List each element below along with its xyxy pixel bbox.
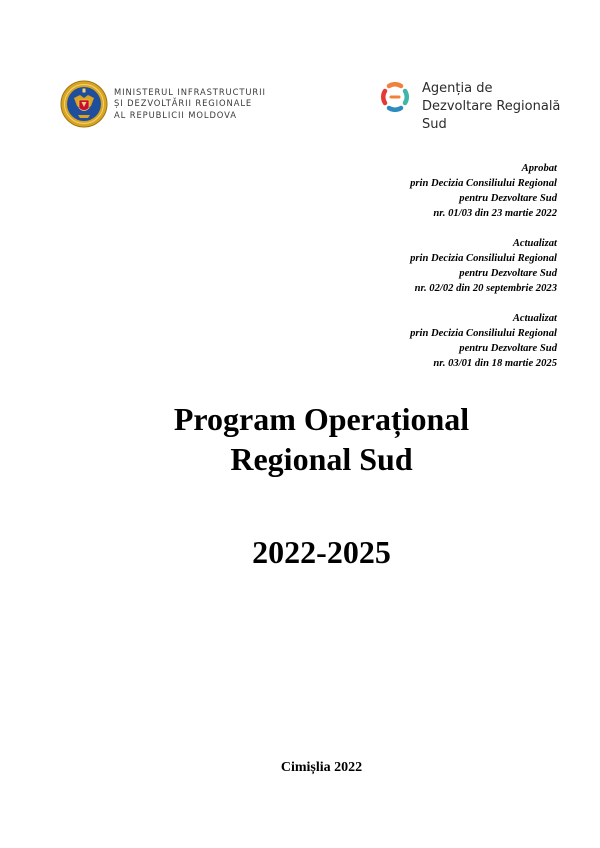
agency-header — [380, 80, 560, 134]
ministry-name-line-1: MINISTERUL INFRASTRUCTURII — [114, 86, 266, 97]
place-date: Cimișlia 2022 — [280, 760, 363, 775]
approval-block-3 — [257, 311, 557, 371]
approval-by: prin Decizia Consiliului Regional — [410, 328, 557, 339]
agency-name-line-3: Sud — [422, 117, 447, 132]
approval-by: prin Decizia Consiliului Regional — [410, 253, 557, 264]
program-period: 2022-2025 — [252, 534, 391, 570]
approval-ref: nr. 03/01 din 18 martie 2025 — [433, 358, 557, 369]
approval-council: pentru Dezvoltare Sud — [459, 343, 557, 354]
agency-name-line-1: Agenția de — [422, 81, 493, 96]
ministry-name-line-3: AL REPUBLICII MOLDOVA — [114, 109, 237, 120]
approval-ref: nr. 01/03 din 23 martie 2022 — [433, 208, 557, 219]
approval-council: pentru Dezvoltare Sud — [459, 268, 557, 279]
approval-ref: nr. 02/02 din 20 septembrie 2023 — [414, 283, 557, 294]
agency-logo-icon — [380, 82, 410, 112]
document-title-line-1: Program Operațional — [173, 401, 470, 437]
agency-name-line-2: Dezvoltare Regională — [422, 99, 561, 114]
approval-council: pentru Dezvoltare Sud — [459, 193, 557, 204]
document-title-line-2: Regional Sud — [230, 441, 413, 477]
agency-name — [422, 80, 560, 134]
approval-block-2 — [257, 236, 557, 296]
ministry-emblem-icon — [60, 78, 108, 130]
ministry-name-line-2: ȘI DEZVOLTĂRII REGIONALE — [114, 98, 253, 109]
ministry-header — [60, 78, 266, 130]
approval-by: prin Decizia Consiliului Regional — [410, 178, 557, 189]
document-title — [0, 399, 600, 479]
ministry-name — [114, 87, 266, 122]
approval-status: Aprobat — [521, 163, 557, 174]
approval-status: Actualizat — [512, 238, 557, 249]
approval-notes — [257, 161, 557, 386]
approval-block-1 — [257, 161, 557, 221]
approval-status: Actualizat — [512, 313, 557, 324]
